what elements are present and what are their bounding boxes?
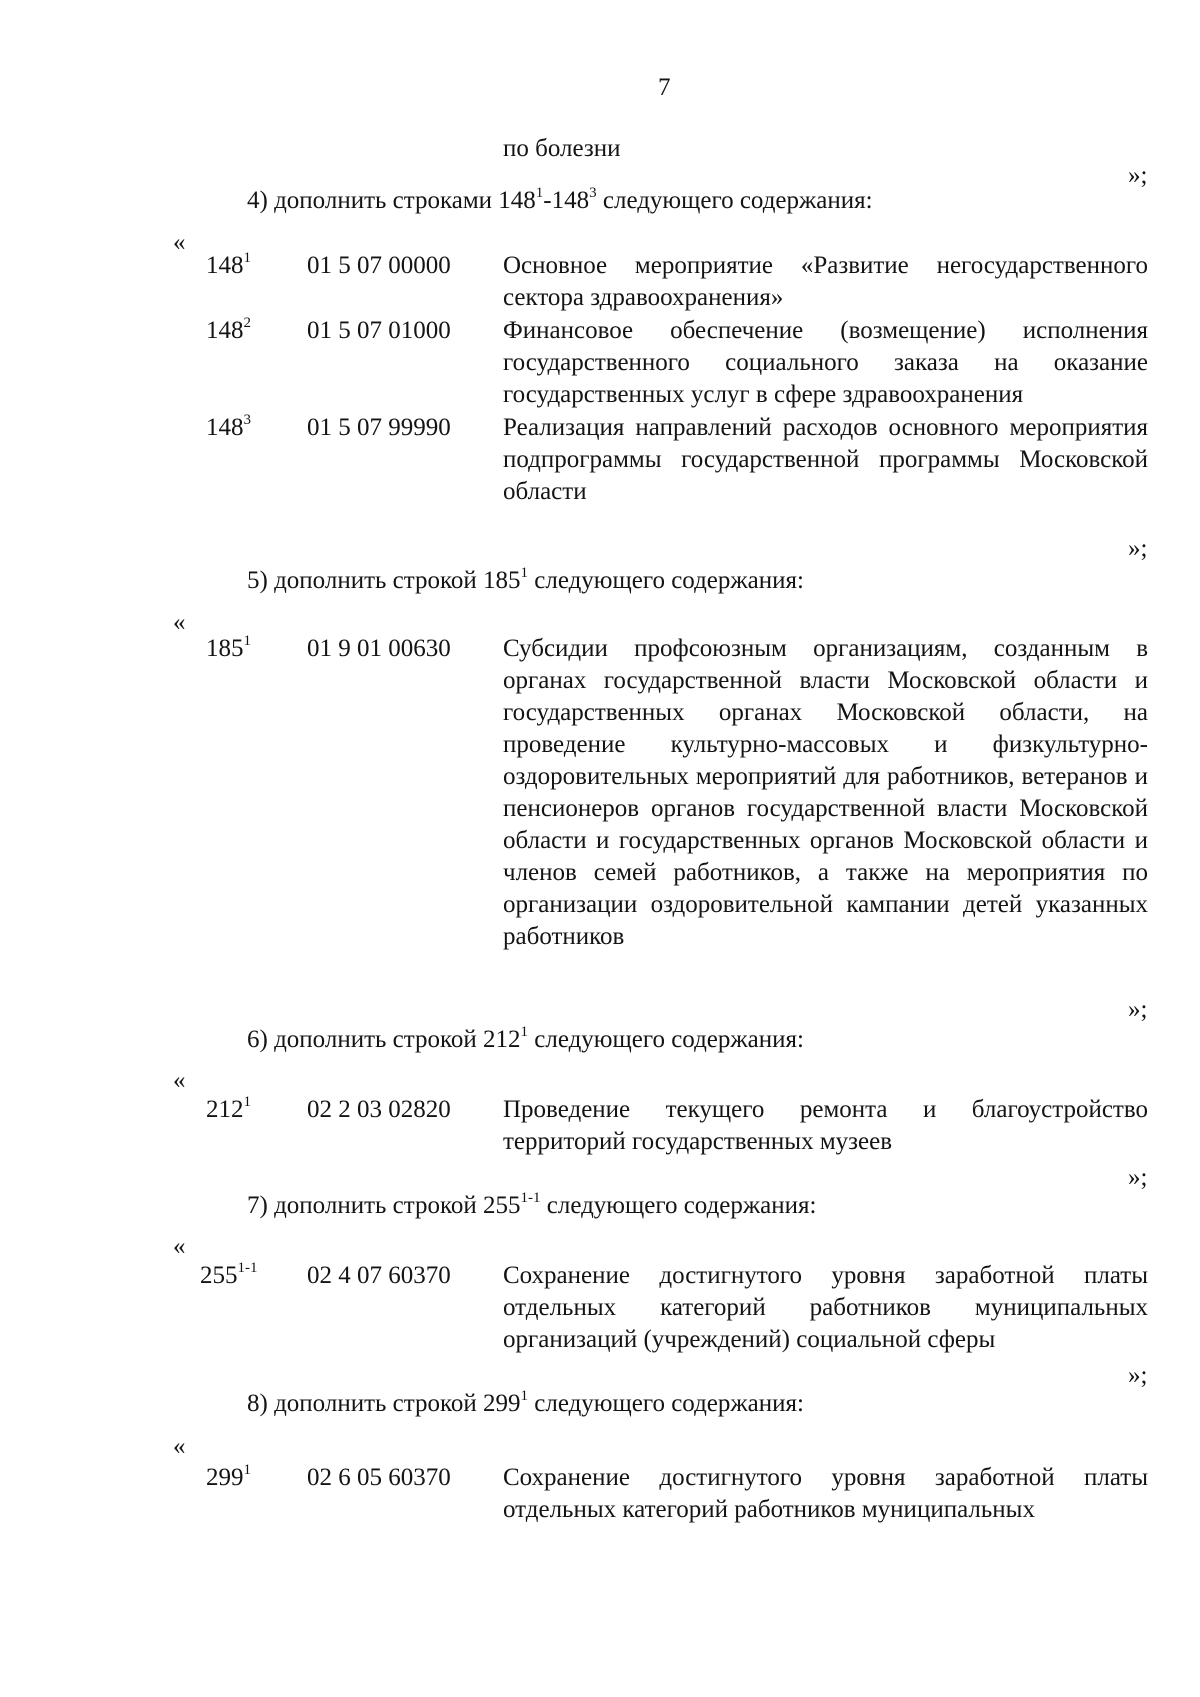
row-number: $212^1$: [206, 1093, 251, 1123]
row-number: $148^1$: [206, 249, 251, 279]
row-code: 01 9 01 00630: [307, 635, 451, 662]
closing-quote: »;: [1128, 1362, 1148, 1389]
row-code: 01 5 07 00000: [307, 252, 451, 279]
opening-quote: «: [173, 1233, 186, 1260]
row-description: Сохранение достигнутого уровня заработной платы отдельных категорий работников муниципальных организаций (учреждений) социальной сферы: [503, 1262, 1148, 1353]
opening-quote: «: [173, 1067, 186, 1094]
row-description: Субсидии профсоюзным организациям, созданным в органах государственной власти Московской области и государственных органах Московской области, на проведение культурно-массовых и физкультурно-оздоровительных мероприятий для работников, ветеранов и пенсионеров органов государственной власти Московской области и государственных органов Московской области и членов семей работников, а также на мероприятия по организации оздоровительной кампании детей указанных работников: [503, 635, 1148, 950]
closing-quote: »;: [1128, 162, 1148, 189]
row-code: 01 5 07 99990: [307, 414, 451, 441]
row-number: $299^1$: [206, 1461, 251, 1491]
section-intro-7: 7) дополнить строкой 255$^{1-1}$ следующего содержания:: [247, 1189, 817, 1219]
row-number: 255$^{1-1}$: [200, 1259, 258, 1289]
row-number: $148^2$: [206, 314, 251, 344]
row-code: 02 2 03 02820: [307, 1096, 451, 1123]
row-code: 02 4 07 60370: [307, 1262, 451, 1289]
row-description: Финансовое обеспечение (возмещение) исполнения государственного социального заказа на оказание государственных услуг в сфере здравоохранения: [503, 317, 1148, 408]
opening-quote: «: [173, 1433, 186, 1460]
page-number: 7: [658, 74, 671, 101]
closing-quote: »;: [1128, 996, 1148, 1023]
opening-quote: «: [173, 609, 186, 636]
section-intro-4: 4) дополнить строками $148^1-148^3$ следующего содержания:: [247, 184, 873, 214]
row-description: Сохранение достигнутого уровня заработной платы отдельных категорий работников муниципальных: [503, 1464, 1148, 1523]
row-description: Проведение текущего ремонта и благоустройство территорий государственных музеев: [503, 1096, 1148, 1155]
section-intro-8: 8) дополнить строкой $299^1$ следующего содержания:: [247, 1387, 804, 1417]
continued-text: по болезни: [503, 135, 621, 162]
closing-quote: »;: [1128, 535, 1148, 562]
closing-quote: »;: [1128, 1164, 1148, 1191]
section-intro-5: 5) дополнить строкой $185^1$ следующего содержания:: [247, 564, 804, 594]
section-intro-6: 6) дополнить строкой $212^1$ следующего содержания:: [247, 1023, 804, 1053]
row-description: Реализация направлений расходов основного мероприятия подпрограммы государственной программы Московской области: [503, 414, 1148, 505]
row-number: $148^3$: [206, 411, 251, 441]
row-code: 01 5 07 01000: [307, 317, 451, 344]
row-number: $185^1$: [206, 632, 251, 662]
opening-quote: «: [173, 229, 186, 256]
row-code: 02 6 05 60370: [307, 1464, 451, 1491]
row-description: Основное мероприятие «Развитие негосударственного сектора здравоохранения»: [503, 252, 1148, 311]
